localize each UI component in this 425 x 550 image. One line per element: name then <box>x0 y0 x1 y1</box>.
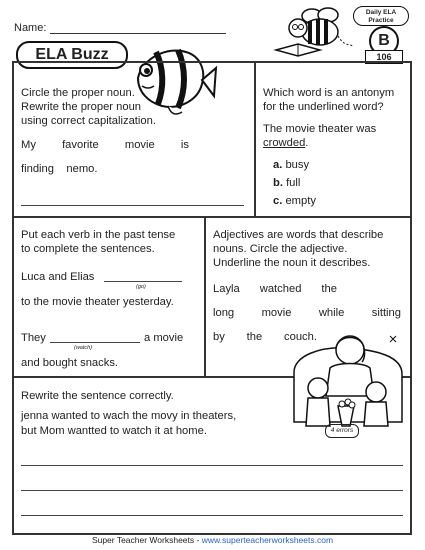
option-letter: a. <box>273 159 283 171</box>
word[interactable]: the <box>246 331 263 343</box>
box2-sentence-end <box>263 136 308 150</box>
option-text: busy <box>285 159 310 171</box>
box2-question-2: for the underlined word? <box>263 101 384 113</box>
box3-s2-start: They <box>21 332 46 344</box>
box4-instruction-1: Adjectives are words that describe <box>213 229 384 241</box>
sentence-period: . <box>305 137 309 149</box>
box1-instruction-3: using correct capitalization. <box>21 115 156 127</box>
footer-website-link[interactable]: www.superteacherworksheets.com <box>201 535 334 545</box>
option-letter: b. <box>273 177 283 189</box>
box2-sentence-prefix: The movie theater was <box>263 123 377 135</box>
version-letter-badge: B <box>369 26 399 56</box>
daily-practice-badge: Daily ELA Practice <box>353 6 409 26</box>
verb-hint-watch: (watch) <box>74 345 93 351</box>
box5-instruction: Rewrite the sentence correctly. <box>21 390 174 402</box>
underlined-word: crowded <box>263 137 306 149</box>
divider-row1 <box>12 216 412 218</box>
box1-sentence-line2 <box>21 162 98 176</box>
word[interactable]: My <box>21 139 36 151</box>
box1-answer-line[interactable] <box>21 205 244 206</box>
box1-sentence-line1 <box>21 138 189 152</box>
box5-sentence-line1: jenna wanted to wach the movy in theaters, <box>21 410 237 422</box>
word[interactable]: nemo. <box>66 163 98 175</box>
option-text: full <box>286 177 301 189</box>
divider-col-top <box>254 61 256 218</box>
option-a[interactable] <box>273 158 309 172</box>
box1-instruction-2: Rewrite the proper noun <box>21 101 142 113</box>
footer-brand: Super Teacher Worksheets - <box>91 535 202 545</box>
option-b[interactable] <box>273 176 300 190</box>
errors-count-badge: 4 errors <box>325 424 359 438</box>
word[interactable]: by <box>213 331 225 343</box>
answer-blank-go[interactable] <box>104 281 182 282</box>
family-watching-movie-illustration <box>290 326 408 438</box>
box4-instruction-2: nouns. Circle the adjective. <box>213 243 348 255</box>
box3-s1-end: to the movie theater yesterday. <box>21 296 174 308</box>
word[interactable]: finding <box>21 163 54 175</box>
box3-s2-mid: a movie <box>144 332 184 344</box>
box5-answer-line-3[interactable] <box>21 515 403 516</box>
box2-question-1: Which word is an antonym <box>263 87 395 99</box>
word[interactable]: while <box>318 307 345 319</box>
divider-col-middle <box>204 216 206 377</box>
box3-instruction-2: to complete the sentences. <box>21 243 155 255</box>
box5-sentence-line2: but Mom wantted to watch it at home. <box>21 425 207 437</box>
box5-answer-line-2[interactable] <box>21 490 403 491</box>
word[interactable]: sitting <box>371 307 401 319</box>
name-field-line[interactable] <box>50 33 226 34</box>
word[interactable]: Layla <box>213 283 240 295</box>
verb-hint-go: (go) <box>136 284 146 290</box>
footer <box>0 535 425 545</box>
option-letter: c. <box>273 195 283 207</box>
box5-answer-line-1[interactable] <box>21 465 403 466</box>
word[interactable]: is <box>180 139 189 151</box>
box3-s2-end: and bought snacks. <box>21 357 119 369</box>
ela-buzz-logo: ELA Buzz <box>16 41 128 69</box>
word[interactable]: the <box>321 283 337 295</box>
box3-instruction-1: Put each verb in the past tense <box>21 229 176 241</box>
box3-s1-start: Luca and Elias <box>21 271 95 283</box>
option-text: empty <box>285 195 316 207</box>
word[interactable]: movie <box>261 307 292 319</box>
box4-instruction-3: Underline the noun it describes. <box>213 257 371 269</box>
bee-reading-illustration <box>268 6 360 62</box>
word[interactable]: long <box>213 307 235 319</box>
worksheet-number-badge: 106 <box>365 50 403 64</box>
option-c[interactable] <box>273 194 316 208</box>
box1-instruction-1: Circle the proper noun. <box>21 87 135 99</box>
word[interactable]: watched <box>259 283 302 295</box>
name-label: Name: <box>14 22 47 34</box>
box4-sentence-line1 <box>213 282 337 296</box>
word[interactable]: movie <box>124 139 155 151</box>
word[interactable]: couch. <box>284 331 317 343</box>
answer-blank-watch[interactable] <box>50 342 140 343</box>
box4-sentence-line2 <box>213 306 401 320</box>
word[interactable]: favorite <box>62 139 99 151</box>
